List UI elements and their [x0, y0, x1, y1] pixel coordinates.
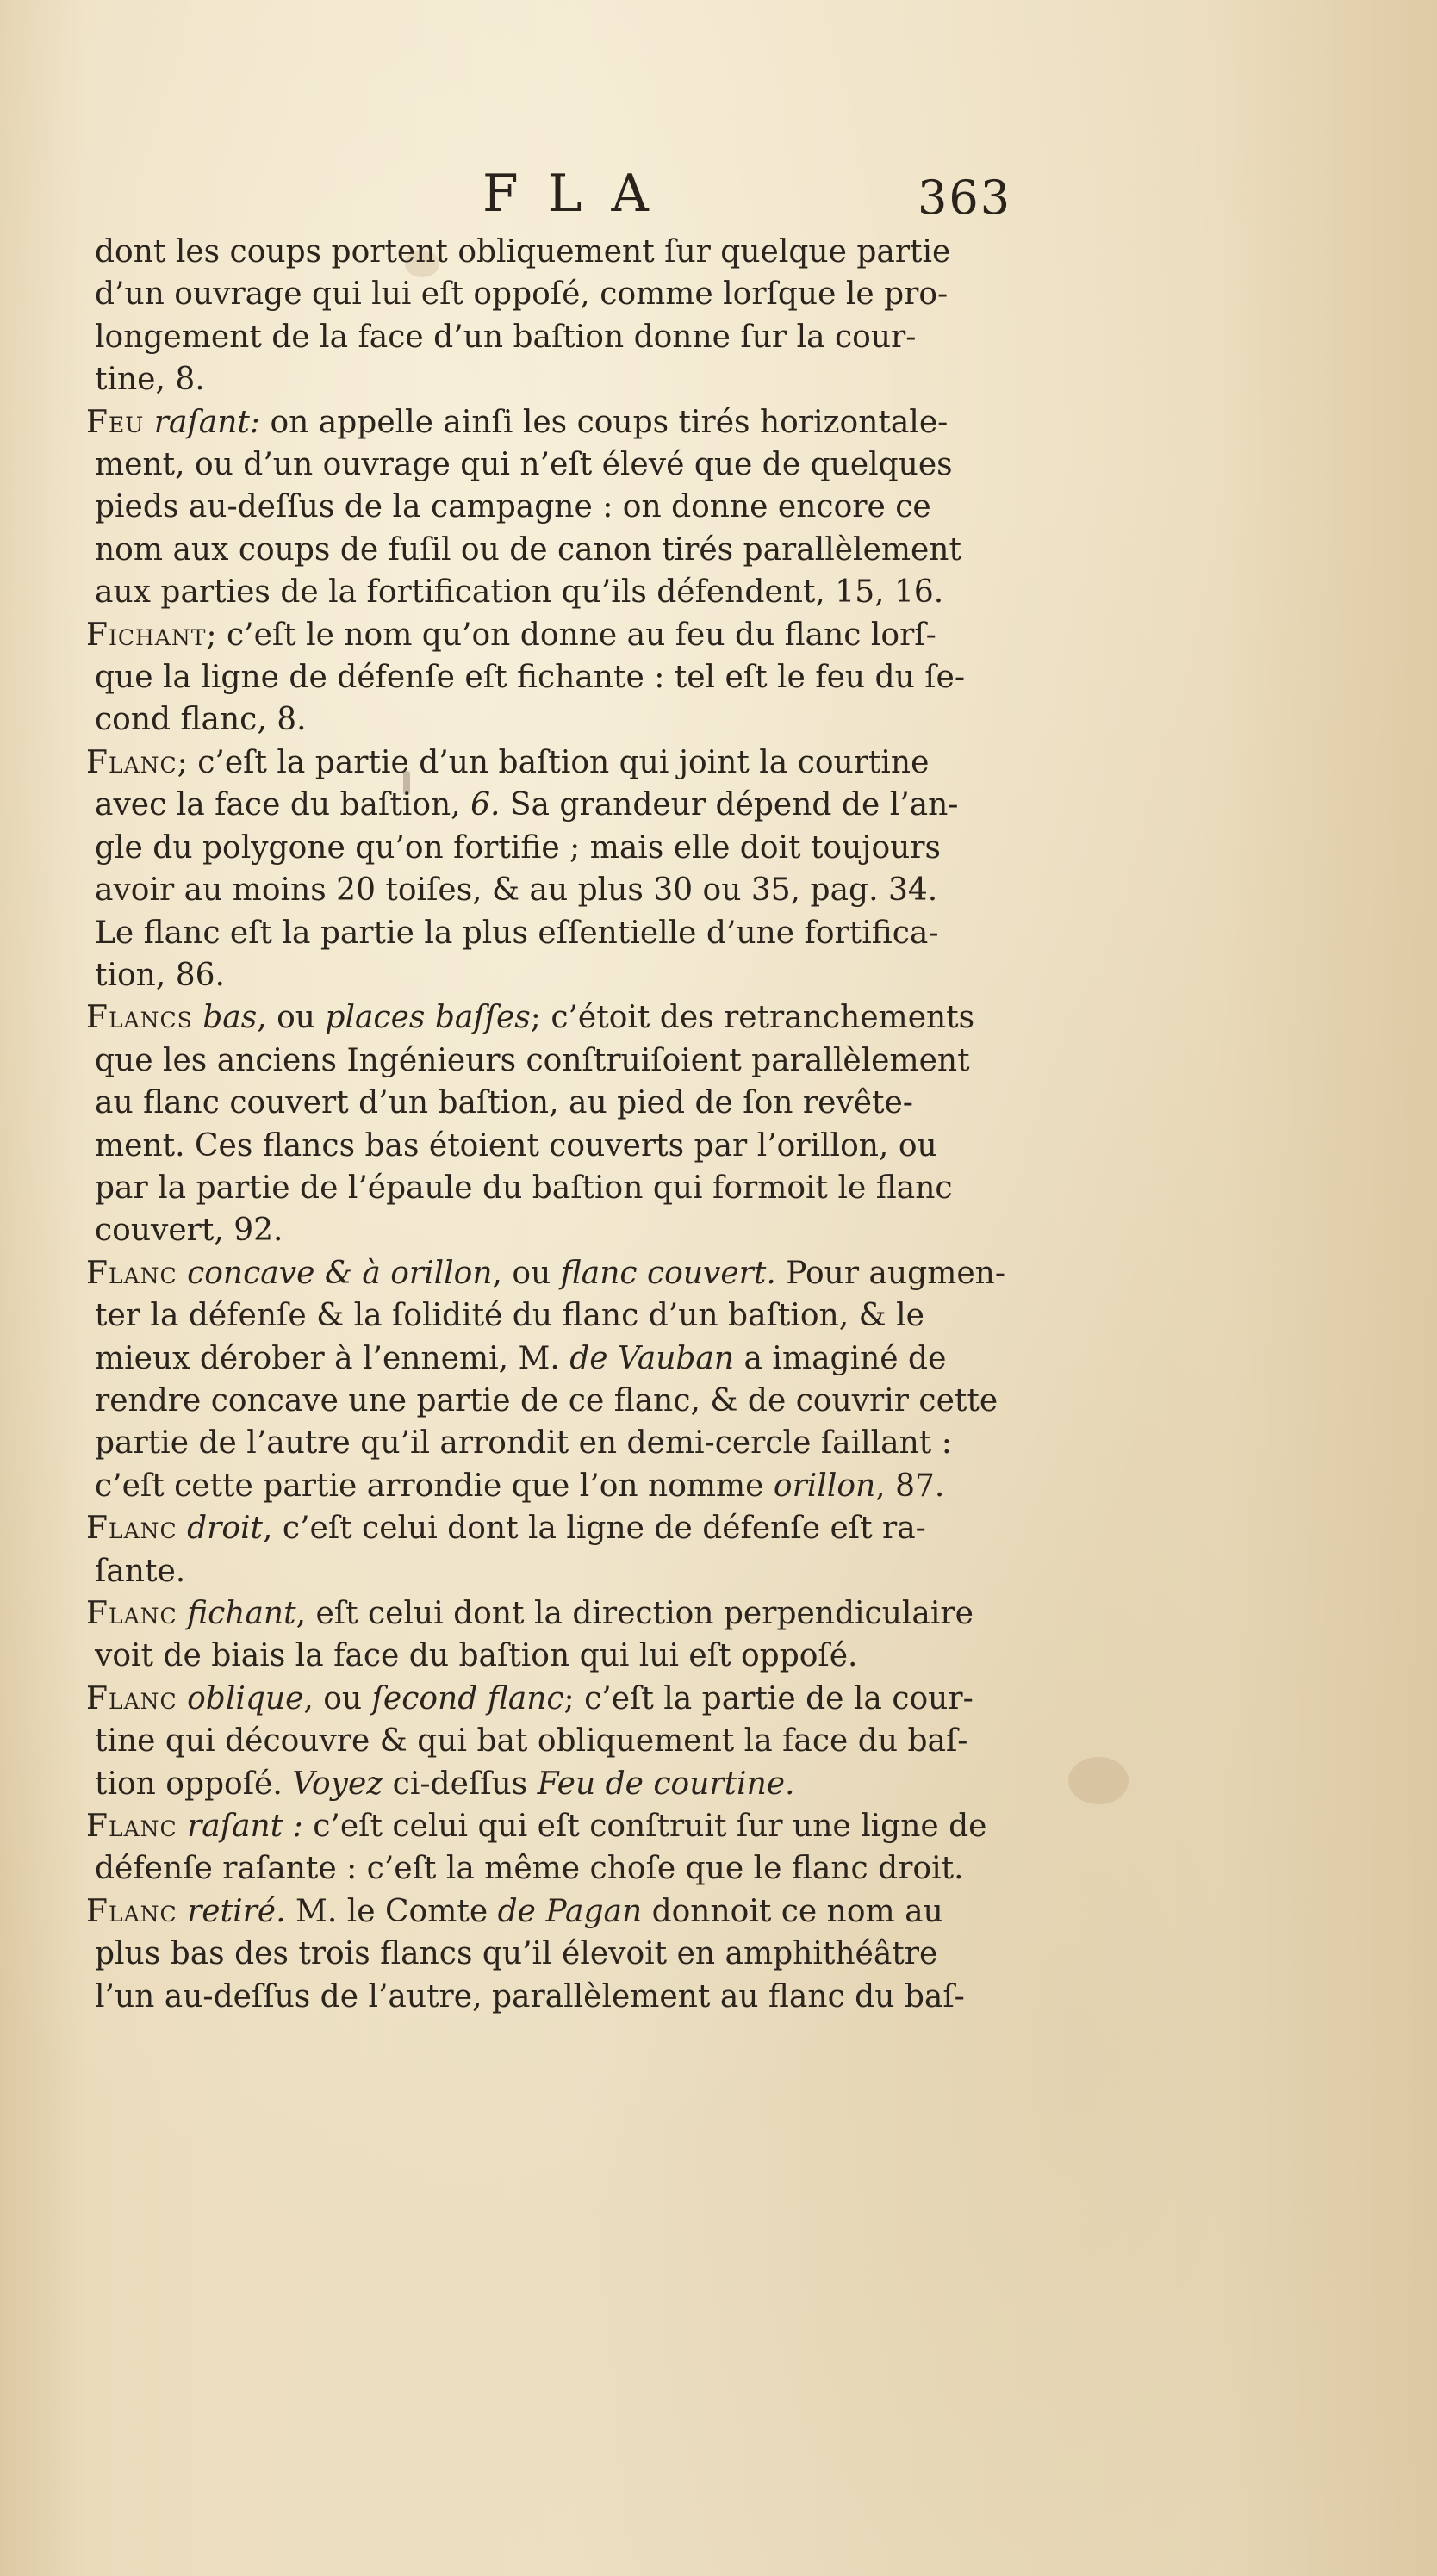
- text-run: c’eſt celui qui eſt conſtruit ſur une ligne de: [302, 1809, 987, 1845]
- text-run: tion oppoſé.: [95, 1766, 293, 1802]
- text-line: [86, 1465, 1129, 1507]
- text-run: plus bas des trois flancs qu’il élevoit en amphithéâtre: [95, 1936, 938, 1972]
- text-line: [86, 571, 1129, 613]
- text-run: ci-deſſus: [383, 1766, 538, 1802]
- text-run: Le flanc eſt la partie la plus eſſentielle d’une fortifica-: [95, 915, 939, 951]
- entry-first-line: [86, 1592, 1129, 1635]
- text-line: [86, 1847, 1129, 1890]
- text-run: par la partie de l’épaule du baſtion qui formoit le flanc: [95, 1170, 953, 1206]
- text-run: voit de biais la face du baſtion qui lui eſt oppoſé.: [95, 1638, 858, 1674]
- entry-headword: Flanc: [86, 1511, 177, 1547]
- text-line: [86, 358, 1129, 400]
- text-run: ter la défenſe & la ſolidité du flanc d’un baſtion, & le: [95, 1298, 924, 1334]
- italic-text: 6.: [470, 787, 501, 823]
- entry-first-line: [86, 1507, 1129, 1549]
- text-line: [86, 698, 1129, 741]
- text-run: avoir au moins 20 toiſes, & au plus 30 ou 35, pag. 34.: [95, 872, 938, 909]
- entry-headword: Flanc: [86, 1596, 177, 1631]
- italic-text: raſant :: [187, 1809, 303, 1845]
- text-line: [86, 486, 1129, 528]
- text-run: [193, 1000, 202, 1035]
- italic-text: de Pagan: [497, 1893, 643, 1929]
- text-run: c’eſt cette partie arrondie que l’on nomme: [95, 1468, 774, 1504]
- text-line: [86, 1082, 1129, 1124]
- text-line: [86, 1763, 1129, 1805]
- text-run: dont les coups portent obliquement ſur quelque partie: [95, 234, 951, 270]
- running-head: FLA: [482, 164, 678, 224]
- text-run: ment. Ces flancs bas étoient couverts par l’orillon, ou: [95, 1127, 937, 1164]
- italic-text: de Vauban: [569, 1340, 735, 1376]
- italic-text: flanc couvert.: [560, 1255, 776, 1291]
- text-line: [86, 529, 1129, 571]
- text-run: avec la face du baſtion,: [95, 787, 471, 823]
- text-run: nom aux coups de fuſil ou de canon tirés parallèlement: [95, 531, 961, 568]
- text-run: ; c’étoit des retranchements: [530, 1000, 975, 1036]
- text-run: , eſt celui dont la direction perpendiculaire: [295, 1596, 974, 1631]
- text-line: [86, 1635, 1129, 1677]
- text-run: que les anciens Ingénieurs conſtruiſoient parallèlement: [95, 1042, 970, 1078]
- text-run: l’un au-deſſus de l’autre, parallèlement au flanc du baſ-: [95, 1978, 965, 2014]
- entry-headword: Flanc: [86, 1809, 177, 1845]
- entry-headword: Flanc: [86, 1680, 177, 1716]
- text-run: [144, 405, 153, 440]
- italic-text: Voyez: [292, 1766, 383, 1802]
- text-run: Sa grandeur dépend de l’an-: [500, 787, 959, 823]
- text-line: [86, 273, 1129, 315]
- text-run: Pour augmen-: [775, 1255, 1005, 1291]
- text-run: [177, 1511, 187, 1546]
- entry-first-line: [86, 1252, 1129, 1294]
- text-line: [86, 231, 1129, 273]
- entry-headword: Feu: [86, 404, 145, 440]
- text-line: [86, 827, 1129, 869]
- text-line: [86, 1933, 1129, 1975]
- text-run: [177, 1894, 187, 1929]
- entry-first-line: [86, 742, 1129, 784]
- text-line: [86, 1380, 1129, 1422]
- entry-headword: Flancs: [86, 1000, 193, 1036]
- italic-text: fichant: [187, 1596, 296, 1631]
- text-line: [86, 954, 1129, 996]
- italic-text: raſant:: [153, 404, 261, 440]
- text-run: d’un ouvrage qui lui eſt oppoſé, comme lorſque le pro-: [95, 276, 949, 313]
- text-run: , ou: [257, 1000, 326, 1036]
- text-line: [86, 1720, 1129, 1762]
- text-run: aux parties de la fortification qu’ils défendent, 15, 16.: [95, 574, 944, 611]
- text-run: défenſe raſante : c’eſt la même choſe que le flanc droit.: [95, 1851, 964, 1887]
- italic-text: oblique: [187, 1680, 304, 1716]
- text-run: ; c’eſt la partie de la cour-: [563, 1680, 974, 1716]
- text-run: rendre concave une partie de ce flanc, & de couvrir cette: [95, 1382, 998, 1418]
- text-line: [86, 444, 1129, 486]
- text-run: longement de la face d’un baſtion donne ſur la cour-: [95, 319, 917, 355]
- text-run: [177, 1596, 187, 1631]
- entry-headword: Fichant: [86, 617, 207, 653]
- text-run: , c’eſt celui dont la ligne de défenſe eſt ra-: [263, 1511, 926, 1547]
- text-line: [86, 656, 1129, 698]
- italic-text: bas: [202, 1000, 258, 1036]
- text-run: [177, 1809, 187, 1844]
- entry-first-line: [86, 1678, 1129, 1720]
- text-line: [86, 1976, 1129, 2018]
- text-line: [86, 1209, 1129, 1251]
- text-run: ; c’eſt le nom qu’on donne au feu du flanc lorſ-: [206, 617, 936, 653]
- text-run: , ou: [303, 1680, 372, 1716]
- text-run: tion, 86.: [95, 957, 225, 993]
- italic-text: ſecond flanc: [371, 1680, 564, 1716]
- text-line: [86, 1040, 1129, 1082]
- text-run: tine, 8.: [95, 362, 205, 398]
- text-line: [86, 316, 1129, 358]
- text-line: [86, 1167, 1129, 1209]
- text-run: [177, 1256, 187, 1291]
- text-run: , 87.: [875, 1468, 945, 1504]
- text-line: [86, 1338, 1129, 1380]
- text-run: ; c’eſt la partie d’un baſtion qui joint la courtine: [177, 744, 930, 780]
- italic-text: droit: [187, 1511, 264, 1547]
- text-run: couvert, 92.: [95, 1213, 283, 1249]
- dictionary-text: [86, 231, 1129, 2018]
- entry-headword: Flanc: [86, 744, 177, 780]
- text-run: , ou: [492, 1255, 561, 1291]
- italic-text: retiré.: [187, 1893, 286, 1929]
- page-number: 363: [918, 171, 1012, 225]
- text-line: [86, 1550, 1129, 1592]
- text-run: ſante.: [95, 1553, 186, 1589]
- italic-text: Feu de courtine.: [537, 1766, 795, 1802]
- page-header: [0, 164, 1437, 233]
- text-run: tine qui découvre & qui bat obliquement la face du baſ-: [95, 1723, 968, 1760]
- entry-first-line: [86, 1805, 1129, 1847]
- text-line: [86, 912, 1129, 954]
- text-run: on appelle ainſi les coups tirés horizontale-: [260, 404, 949, 440]
- italic-text: places baſſes: [325, 1000, 531, 1036]
- italic-text: concave & à orillon: [187, 1255, 493, 1291]
- text-run: cond flanc, 8.: [95, 702, 307, 738]
- text-run: ment, ou d’un ouvrage qui n’eſt élevé que de quelques: [95, 447, 953, 483]
- text-run: M. le Comte: [285, 1893, 498, 1929]
- text-run: [177, 1681, 187, 1716]
- entry-first-line: [86, 614, 1129, 656]
- text-run: mieux dérober à l’ennemi, M.: [95, 1340, 570, 1376]
- text-line: [86, 784, 1129, 826]
- text-run: donnoit ce nom au: [642, 1893, 943, 1929]
- entry-headword: Flanc: [86, 1893, 177, 1929]
- text-run: que la ligne de défenſe eſt fichante : tel eſt le feu du ſe-: [95, 660, 966, 696]
- text-line: [86, 1125, 1129, 1167]
- entry-first-line: [86, 1890, 1129, 1933]
- entry-first-line: [86, 996, 1129, 1039]
- text-run: au flanc couvert d’un baſtion, au pied de ſon revête-: [95, 1085, 913, 1121]
- text-run: pieds au-deſſus de la campagne : on donne encore ce: [95, 489, 931, 525]
- italic-text: orillon: [773, 1468, 876, 1504]
- entry-first-line: [86, 401, 1129, 444]
- text-run: partie de l’autre qu’il arrondit en demi-cercle ſaillant :: [95, 1425, 952, 1462]
- entry-headword: Flanc: [86, 1255, 177, 1291]
- text-run: gle du polygone qu’on fortifie ; mais elle doit toujours: [95, 829, 941, 866]
- text-line: [86, 1422, 1129, 1464]
- text-line: [86, 1294, 1129, 1337]
- text-line: [86, 869, 1129, 911]
- text-run: a imaginé de: [734, 1340, 947, 1376]
